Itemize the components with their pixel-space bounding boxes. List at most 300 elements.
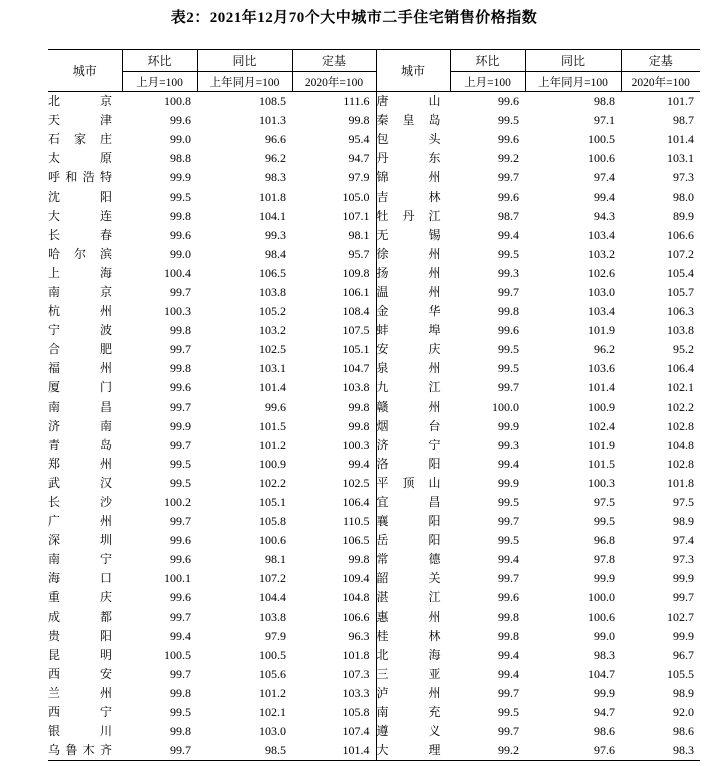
left-yoy-value: 104.4	[259, 590, 286, 605]
right-base-value: 105.4	[667, 265, 694, 280]
right-base-value: 99.7	[673, 590, 694, 605]
right-city-cell	[376, 130, 450, 149]
city-name: 徐州	[376, 246, 441, 261]
right-yoy-value: 97.5	[594, 495, 615, 510]
city-name: 常德	[376, 552, 441, 567]
city-name: 锦州	[376, 170, 441, 185]
yoy-column-header-left: 同比	[197, 50, 292, 72]
left-base-value: 109.8	[342, 265, 370, 280]
right-city-cell	[376, 703, 450, 722]
right-yoy-value: 94.3	[594, 208, 615, 223]
left-yoy-value: 103.0	[259, 724, 286, 739]
right-city-cell	[376, 531, 450, 550]
right-yoy-value: 99.5	[594, 514, 615, 529]
left-yoy-value: 100.5	[259, 647, 286, 662]
right-base-value: 101.4	[667, 132, 694, 147]
right-mom-value: 99.8	[498, 609, 519, 624]
table-row	[48, 741, 700, 761]
right-city-cell	[376, 436, 450, 455]
left-mom-value: 100.1	[164, 571, 191, 586]
city-name: 宁波	[48, 323, 112, 338]
left-yoy-value: 108.5	[259, 94, 286, 109]
left-city-cell	[48, 608, 122, 627]
table-row	[48, 149, 700, 168]
left-city-cell	[48, 627, 122, 646]
header-row-main	[48, 50, 700, 72]
right-yoy-value: 103.4	[588, 304, 615, 319]
city-name: 扬州	[376, 265, 441, 280]
right-city-cell	[376, 340, 450, 359]
left-city-cell	[48, 569, 122, 588]
right-city-cell	[376, 608, 450, 627]
city-name: 烟台	[376, 418, 441, 433]
right-yoy-value: 97.4	[594, 170, 615, 185]
city-name: 襄阳	[376, 514, 441, 529]
right-yoy-value: 99.9	[594, 571, 615, 586]
city-name: 南宁	[48, 552, 112, 567]
right-base-value: 103.8	[667, 323, 694, 338]
table-row	[48, 569, 700, 588]
right-base-value: 105.7	[667, 284, 694, 299]
left-mom-value: 99.7	[170, 437, 191, 452]
left-yoy-value: 101.5	[259, 418, 286, 433]
right-yoy-value: 96.8	[594, 533, 615, 548]
left-base-value: 109.4	[342, 571, 370, 586]
left-yoy-value: 101.8	[259, 189, 286, 204]
right-yoy-value: 100.6	[588, 609, 615, 624]
table-row	[48, 417, 700, 436]
city-name: 金华	[376, 304, 441, 319]
left-mom-value: 99.8	[170, 208, 191, 223]
city-name: 广州	[48, 514, 112, 529]
left-base-value: 102.5	[342, 475, 370, 490]
city-name: 北海	[376, 647, 441, 662]
left-city-cell	[48, 550, 122, 569]
right-base-value: 102.8	[667, 456, 694, 471]
right-yoy-value: 103.0	[588, 284, 615, 299]
city-name: 九江	[376, 380, 441, 395]
city-name: 深圳	[48, 533, 112, 548]
table-row	[48, 92, 700, 112]
left-base-value: 107.3	[342, 666, 370, 681]
city-name: 南昌	[48, 399, 112, 414]
left-yoy-value: 99.3	[265, 227, 286, 242]
city-column-header-left: 城市	[48, 50, 122, 92]
left-yoy-value: 98.5	[197, 741, 292, 761]
left-yoy-value: 105.2	[259, 304, 286, 319]
left-base-value: 111.6	[343, 94, 370, 109]
left-city-cell	[48, 359, 122, 378]
right-mom-value: 99.6	[498, 132, 519, 147]
left-city-cell	[48, 531, 122, 550]
table-row	[48, 321, 700, 340]
left-city-cell	[48, 455, 122, 474]
right-yoy-value: 98.8	[594, 94, 615, 109]
right-city-cell	[376, 455, 450, 474]
right-yoy-value: 100.5	[588, 132, 615, 147]
left-mom-value: 99.7	[170, 399, 191, 414]
left-yoy-value: 102.2	[259, 475, 286, 490]
table-row	[48, 550, 700, 569]
left-base-value: 99.8	[348, 552, 370, 567]
left-city-cell	[48, 417, 122, 436]
right-mom-value: 99.2	[498, 151, 519, 166]
left-base-value: 105.0	[342, 189, 370, 204]
right-mom-value: 99.5	[498, 342, 519, 357]
left-city-cell	[48, 665, 122, 684]
right-mom-value: 99.7	[498, 724, 519, 739]
yoy-column-header-right: 同比	[525, 50, 621, 72]
right-base-value: 105.5	[667, 666, 694, 681]
city-name: 惠州	[376, 609, 441, 624]
left-mom-value: 99.8	[170, 323, 191, 338]
left-yoy-value: 98.3	[265, 170, 286, 185]
city-name: 泸州	[376, 685, 441, 700]
city-name: 呼和浩特	[48, 170, 112, 185]
left-yoy-value: 102.1	[259, 705, 286, 720]
left-mom-value: 99.5	[170, 189, 191, 204]
left-mom-value: 99.0	[170, 132, 191, 147]
left-city-cell	[48, 474, 122, 493]
right-yoy-value: 100.6	[588, 151, 615, 166]
left-base-value: 106.1	[342, 284, 370, 299]
right-yoy-value: 102.6	[588, 265, 615, 280]
right-base-value: 98.0	[673, 189, 694, 204]
right-yoy-value: 97.1	[594, 113, 615, 128]
left-base-value: 95.4	[348, 132, 370, 147]
right-base-value: 89.9	[673, 208, 694, 223]
city-name: 海口	[48, 571, 112, 586]
table-row	[48, 703, 700, 722]
left-mom-value: 99.8	[170, 685, 191, 700]
table-row	[48, 588, 700, 607]
price-index-table	[48, 49, 700, 761]
left-base-value: 103.8	[342, 380, 370, 395]
left-mom-value: 99.6	[170, 590, 191, 605]
city-name: 牡丹江	[376, 208, 441, 223]
right-base-value: 103.1	[667, 151, 694, 166]
table-row	[48, 283, 700, 302]
base-column-header-left: 定基	[292, 50, 376, 72]
left-yoy-value: 105.8	[259, 514, 286, 529]
city-name: 丹东	[376, 151, 441, 166]
right-city-cell	[376, 321, 450, 340]
right-yoy-value: 100.9	[588, 399, 615, 414]
right-yoy-value: 103.4	[588, 227, 615, 242]
right-base-value: 102.7	[667, 609, 694, 624]
city-name: 韶关	[376, 571, 441, 586]
city-name: 杭州	[48, 304, 112, 319]
left-city-cell	[48, 512, 122, 531]
city-name: 郑州	[48, 456, 112, 471]
right-yoy-value: 97.8	[594, 552, 615, 567]
table-row	[48, 207, 700, 226]
right-yoy-value: 100.3	[588, 475, 615, 490]
right-base-value: 97.4	[673, 533, 694, 548]
city-name: 南京	[48, 284, 112, 299]
city-name: 西宁	[48, 705, 112, 720]
left-yoy-value: 100.9	[259, 456, 286, 471]
city-name: 桂林	[376, 628, 441, 643]
table-row	[48, 646, 700, 665]
right-mom-value: 99.3	[498, 437, 519, 452]
left-mom-value: 99.7	[170, 514, 191, 529]
city-name: 蚌埠	[376, 323, 441, 338]
city-name: 吉林	[376, 189, 441, 204]
right-base-value: 106.6	[667, 227, 694, 242]
right-base-value: 104.8	[667, 437, 694, 452]
left-yoy-value: 103.2	[259, 323, 286, 338]
left-city-cell	[48, 436, 122, 455]
right-city-cell	[376, 417, 450, 436]
city-name: 温州	[376, 284, 441, 299]
right-city-cell	[376, 684, 450, 703]
right-mom-value: 99.5	[498, 361, 519, 376]
right-city-cell	[376, 646, 450, 665]
table-row	[48, 130, 700, 149]
right-base-value: 96.7	[673, 647, 694, 662]
right-city-cell	[376, 245, 450, 264]
right-base-value: 102.8	[667, 418, 694, 433]
city-name: 大连	[48, 208, 112, 223]
table-row	[48, 531, 700, 550]
right-base-value: 102.2	[667, 399, 694, 414]
left-base-value: 99.8	[348, 418, 370, 433]
city-name: 成都	[48, 609, 112, 624]
city-name: 济南	[48, 418, 112, 433]
city-name: 重庆	[48, 590, 112, 605]
left-base-value: 95.7	[348, 246, 370, 261]
city-name: 平顶山	[376, 475, 441, 490]
left-city-cell	[48, 378, 122, 397]
city-name: 泉州	[376, 361, 441, 376]
left-mom-value: 99.6	[170, 552, 191, 567]
city-name: 贵阳	[48, 628, 112, 643]
left-base-value: 106.4	[342, 495, 370, 510]
city-name: 太原	[48, 151, 112, 166]
left-yoy-value: 101.4	[259, 380, 286, 395]
right-mom-value: 99.7	[498, 170, 519, 185]
right-base-value: 106.4	[667, 361, 694, 376]
table-row	[48, 436, 700, 455]
right-mom-value: 98.7	[498, 208, 519, 223]
table-row	[48, 493, 700, 512]
city-name: 哈尔滨	[48, 246, 112, 261]
right-yoy-value: 103.6	[588, 361, 615, 376]
city-name: 安庆	[376, 342, 441, 357]
left-mom-value: 99.6	[170, 113, 191, 128]
left-mom-value: 99.9	[170, 170, 191, 185]
table-body	[48, 92, 700, 761]
left-city-cell	[48, 722, 122, 741]
table-row	[48, 474, 700, 493]
table-row	[48, 359, 700, 378]
table-row	[48, 684, 700, 703]
left-mom-value: 99.5	[170, 456, 191, 471]
left-base-value: 106.6	[342, 609, 370, 624]
table-row	[48, 722, 700, 741]
city-name: 济宁	[376, 437, 441, 452]
left-base-value: 103.3	[342, 685, 370, 700]
right-mom-value: 99.6	[498, 94, 519, 109]
right-city-cell	[376, 722, 450, 741]
yoy-base-label-right: 上年同月=100	[525, 72, 621, 92]
city-name: 北京	[48, 94, 112, 109]
right-city-cell	[376, 302, 450, 321]
right-mom-value: 99.6	[498, 189, 519, 204]
right-mom-value: 99.7	[498, 571, 519, 586]
left-yoy-value: 104.1	[259, 208, 286, 223]
left-city-cell	[48, 321, 122, 340]
city-name: 大理	[376, 743, 441, 758]
mom-base-label-left: 上月=100	[122, 72, 197, 92]
city-name: 上海	[48, 265, 112, 280]
city-name: 沈阳	[48, 189, 112, 204]
left-yoy-value: 103.8	[259, 609, 286, 624]
left-base-value: 96.3	[348, 628, 370, 643]
left-mom-value: 100.5	[164, 647, 191, 662]
left-yoy-value: 101.2	[259, 685, 286, 700]
right-base-value: 97.3	[673, 552, 694, 567]
city-name: 天津	[48, 113, 112, 128]
right-mom-value: 99.4	[498, 227, 519, 242]
left-base-value: 107.1	[342, 208, 370, 223]
right-mom-value: 99.4	[498, 552, 519, 567]
city-column-header-right: 城市	[376, 50, 450, 92]
city-name: 乌鲁木齐	[48, 743, 112, 758]
city-name: 兰州	[48, 685, 112, 700]
left-yoy-value: 97.9	[265, 628, 286, 643]
right-city-cell	[376, 226, 450, 245]
left-base-value: 101.4	[292, 741, 376, 761]
right-mom-value: 99.4	[498, 666, 519, 681]
city-name: 洛阳	[376, 456, 441, 471]
left-base-value: 99.4	[348, 456, 370, 471]
right-mom-value: 99.5	[498, 533, 519, 548]
fixed-base-label-left: 2020年=100	[292, 72, 376, 92]
table-row	[48, 608, 700, 627]
right-yoy-value: 96.2	[594, 342, 615, 357]
left-city-cell	[48, 646, 122, 665]
right-base-value: 102.1	[667, 380, 694, 395]
left-base-value: 104.7	[342, 361, 370, 376]
right-city-cell	[376, 111, 450, 130]
table-row	[48, 302, 700, 321]
left-base-value: 94.7	[348, 151, 370, 166]
city-name: 福州	[48, 361, 112, 376]
right-mom-value: 99.6	[498, 590, 519, 605]
table-row	[48, 627, 700, 646]
right-base-value: 98.9	[673, 514, 694, 529]
left-base-value: 107.4	[342, 724, 370, 739]
left-yoy-value: 105.6	[259, 666, 286, 681]
left-city-cell	[48, 302, 122, 321]
right-city-cell	[376, 378, 450, 397]
yoy-base-label-left: 上年同月=100	[197, 72, 292, 92]
table-row	[48, 264, 700, 283]
right-yoy-value: 98.3	[594, 647, 615, 662]
base-column-header-right: 定基	[621, 50, 700, 72]
right-mom-value: 99.6	[498, 323, 519, 338]
left-mom-value: 99.7	[122, 741, 197, 761]
right-yoy-value: 101.4	[588, 380, 615, 395]
right-city-cell	[376, 493, 450, 512]
right-mom-value: 99.9	[498, 418, 519, 433]
left-yoy-value: 101.3	[259, 113, 286, 128]
right-yoy-value: 99.9	[594, 685, 615, 700]
city-name: 宜昌	[376, 495, 441, 510]
mom-base-label-right: 上月=100	[450, 72, 525, 92]
right-mom-value: 99.8	[498, 628, 519, 643]
right-yoy-value: 101.9	[588, 323, 615, 338]
table-row	[48, 512, 700, 531]
left-yoy-value: 100.6	[259, 533, 286, 548]
city-name: 合肥	[48, 342, 112, 357]
right-mom-value: 99.7	[498, 284, 519, 299]
left-mom-value: 99.7	[170, 666, 191, 681]
left-city-cell	[48, 130, 122, 149]
city-name: 岳阳	[376, 533, 441, 548]
right-base-value: 106.3	[667, 304, 694, 319]
left-city-cell	[48, 493, 122, 512]
right-yoy-value: 100.0	[588, 590, 615, 605]
table-row	[48, 378, 700, 397]
right-yoy-value: 104.7	[588, 666, 615, 681]
left-city-cell	[48, 588, 122, 607]
city-name: 长春	[48, 227, 112, 242]
right-mom-value: 99.7	[498, 380, 519, 395]
city-name: 昆明	[48, 647, 112, 662]
right-yoy-value: 103.2	[588, 246, 615, 261]
left-mom-value: 99.7	[170, 284, 191, 299]
right-city-cell	[376, 359, 450, 378]
left-base-value: 98.1	[348, 227, 370, 242]
right-mom-value: 100.0	[492, 399, 519, 414]
right-base-value: 98.9	[673, 685, 694, 700]
left-mom-value: 99.9	[170, 418, 191, 433]
right-mom-value: 99.5	[498, 113, 519, 128]
table-row	[48, 226, 700, 245]
left-mom-value: 100.2	[164, 495, 191, 510]
right-mom-value: 99.7	[498, 514, 519, 529]
right-mom-value: 99.2	[450, 741, 525, 761]
left-base-value: 99.8	[348, 399, 370, 414]
table-row	[48, 168, 700, 187]
left-yoy-value: 96.2	[265, 151, 286, 166]
right-city-cell	[376, 550, 450, 569]
right-city-cell	[376, 474, 450, 493]
right-yoy-value: 99.4	[594, 189, 615, 204]
left-base-value: 108.4	[342, 304, 370, 319]
table-row	[48, 187, 700, 206]
city-name: 西安	[48, 666, 112, 681]
left-mom-value: 99.8	[170, 724, 191, 739]
left-base-value: 105.8	[342, 705, 370, 720]
right-city-cell	[376, 588, 450, 607]
right-mom-value: 99.7	[498, 685, 519, 700]
right-city-cell	[376, 512, 450, 531]
left-yoy-value: 98.4	[265, 246, 286, 261]
left-base-value: 100.3	[342, 437, 370, 452]
right-base-value: 98.3	[621, 741, 700, 761]
left-base-value: 107.5	[342, 323, 370, 338]
city-name: 秦皇岛	[376, 113, 441, 128]
left-city-cell	[48, 111, 122, 130]
left-city-cell	[48, 340, 122, 359]
right-city-cell	[376, 264, 450, 283]
city-name: 青岛	[48, 437, 112, 452]
mom-column-header-left: 环比	[122, 50, 197, 72]
